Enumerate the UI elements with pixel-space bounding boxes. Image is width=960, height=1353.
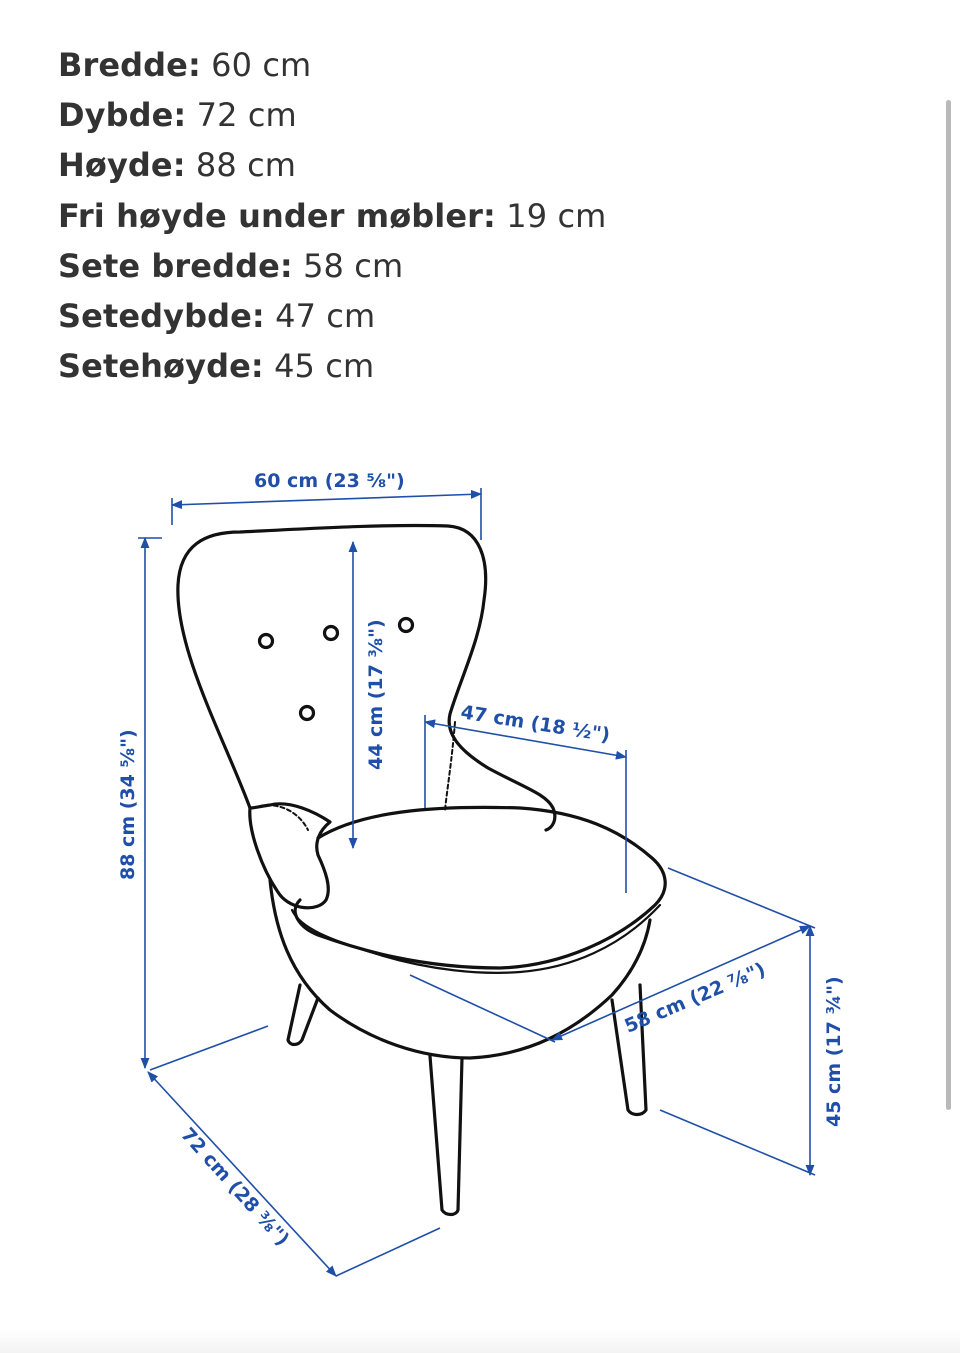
dim-ext-line	[150, 1026, 268, 1070]
dim-width-label: 60 cm (23 ⅝")	[254, 470, 405, 492]
vertical-scrollbar[interactable]	[946, 100, 951, 1110]
chair-leg	[612, 985, 646, 1115]
spec-list	[58, 40, 606, 391]
dim-ext-line	[410, 975, 555, 1042]
spec-row-height	[58, 140, 606, 190]
tuft-button	[400, 619, 413, 632]
chair-stitching	[253, 805, 308, 830]
chair-stitching	[445, 722, 455, 810]
spec-label: Fri høyde under møbler:	[58, 196, 496, 235]
spec-label: Setedybde:	[58, 297, 265, 336]
dimension-lines	[138, 488, 815, 1276]
spec-label: Dybde:	[58, 96, 187, 135]
spec-label: Setehøyde:	[58, 347, 264, 386]
chair-dimension-diagram	[0, 400, 960, 1353]
spec-row-depth	[58, 90, 606, 140]
spec-label: Høyde:	[58, 146, 186, 185]
spec-row-seat-width	[58, 241, 606, 291]
chair-drawing	[178, 525, 665, 1214]
dim-seat-height-label: 45 cm (17 ¾")	[823, 976, 845, 1127]
dim-seat-width-line	[552, 926, 810, 1040]
chair-skirt	[270, 880, 650, 1058]
tuft-button	[260, 635, 273, 648]
spec-value: 19 cm	[506, 196, 607, 235]
chair-left-arm	[250, 804, 330, 908]
dim-depth-label: 72 cm (28 ⅜")	[176, 1123, 294, 1251]
dim-height-label: 88 cm (34 ⅝")	[117, 729, 139, 880]
spec-value: 72 cm	[196, 96, 297, 135]
dim-ext-line	[660, 1110, 815, 1175]
spec-row-seat-depth	[58, 291, 606, 341]
dim-back-height-label: 44 cm (17 ⅜")	[365, 619, 387, 770]
tuft-button	[325, 627, 338, 640]
spec-label: Sete bredde:	[58, 246, 293, 285]
spec-value: 45 cm	[274, 347, 375, 386]
bottom-edge	[0, 1330, 960, 1353]
dim-seat-depth-label: 47 cm (18 ½")	[459, 701, 612, 747]
spec-value: 60 cm	[211, 46, 312, 84]
dim-ext-line	[668, 868, 815, 928]
spec-label: Bredde:	[58, 46, 201, 84]
spec-value: 58 cm	[303, 246, 404, 285]
dim-seat-width-label: 58 cm (22 ⅞")	[621, 958, 769, 1038]
tuft-button	[301, 707, 314, 720]
chair-leg	[430, 1056, 462, 1215]
spec-row-clearance	[58, 191, 606, 241]
spec-value: 47 cm	[275, 297, 376, 336]
dim-ext-line	[336, 1228, 440, 1276]
dim-depth-line	[148, 1072, 336, 1276]
spec-row-width	[58, 40, 606, 90]
dim-width-line	[172, 494, 481, 505]
spec-row-seat-height	[58, 341, 606, 391]
spec-value: 88 cm	[195, 146, 297, 185]
